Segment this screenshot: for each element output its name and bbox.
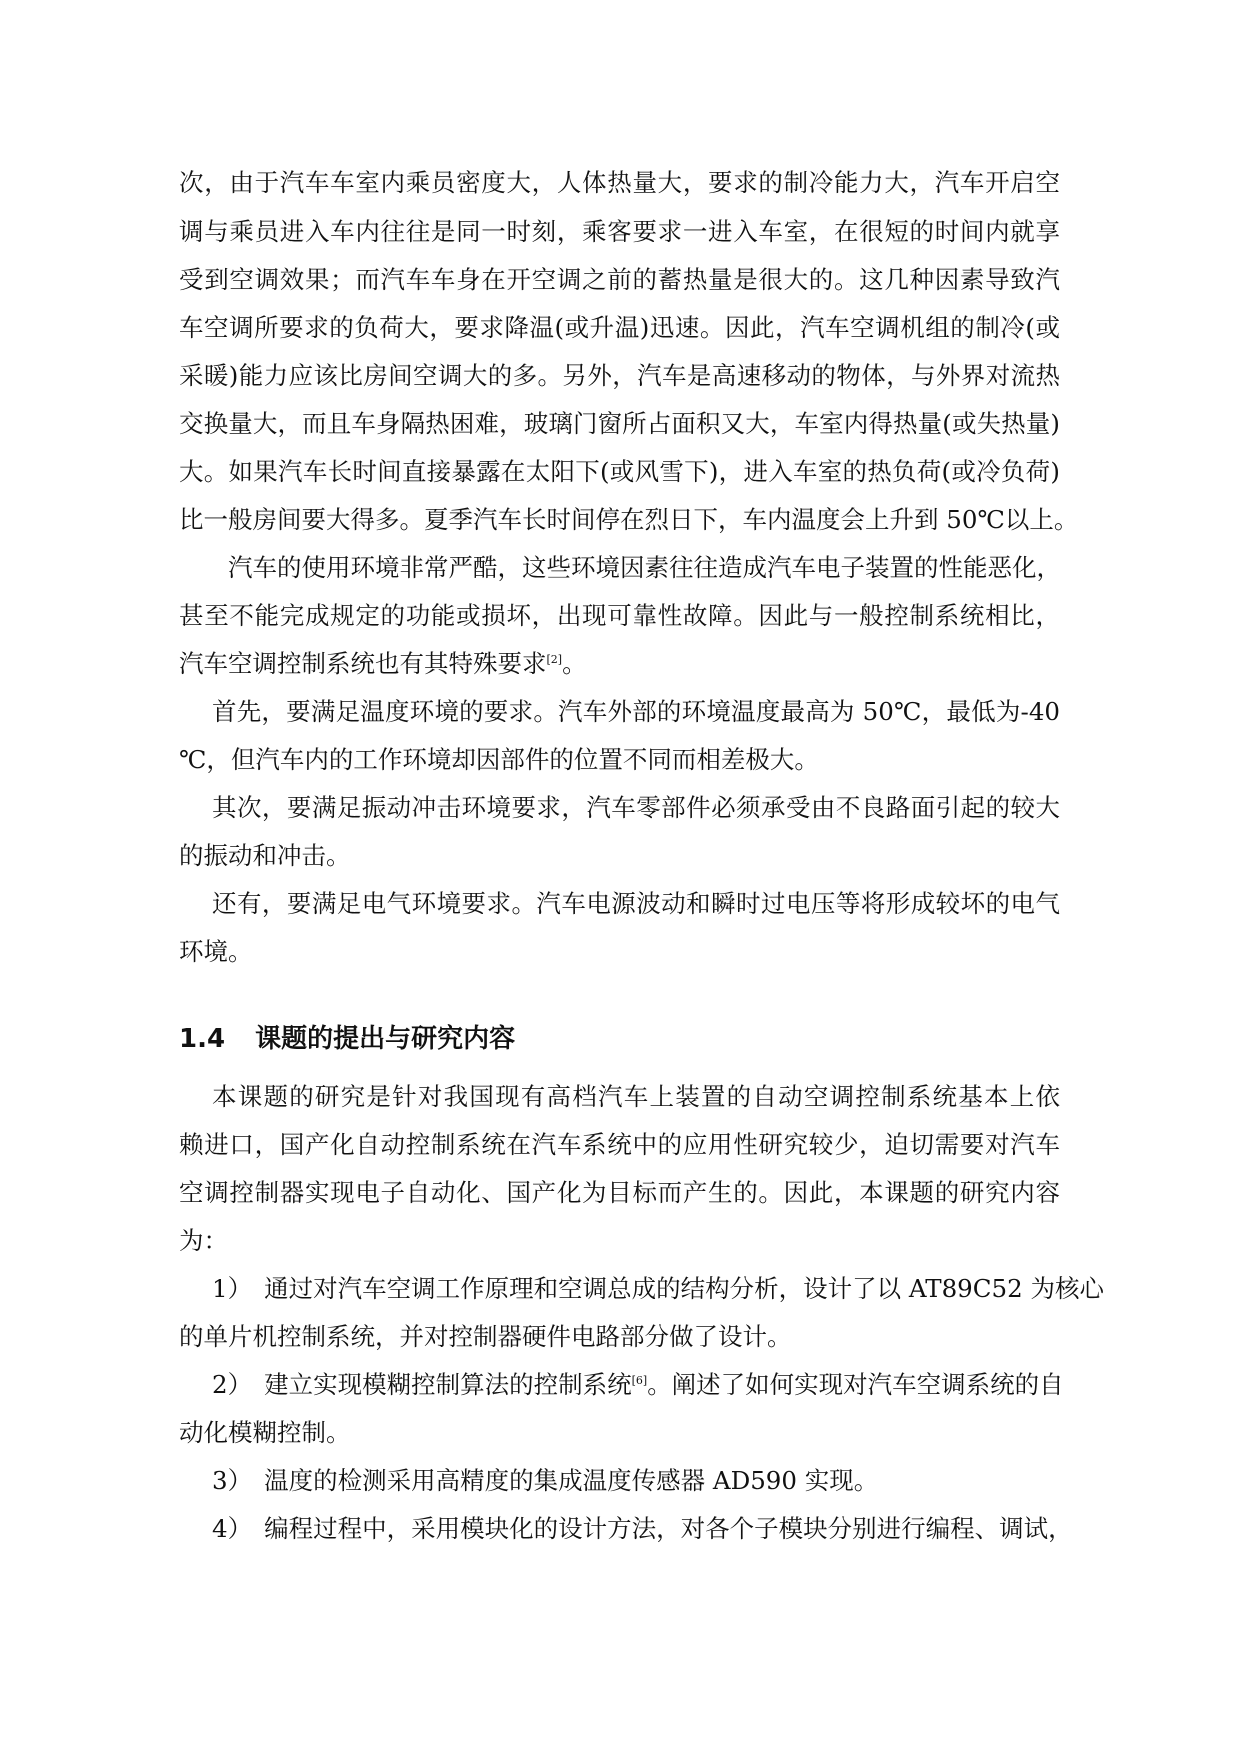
list-item-continuation: 的单片机控制系统，并对控制器硬件电路部分做了设计。	[179, 1322, 792, 1351]
list-item	[212, 1461, 1060, 1501]
list-text: 编程过程中，采用模块化的设计方法，对各个子模块分别进行编程、调试，	[264, 1514, 1073, 1543]
list-item-continuation: 动化模糊控制。	[179, 1418, 351, 1447]
paragraph-line: 采暖)能力应该比房间空调大的多。另外，汽车是高速移动的物体，与外界对流热	[179, 361, 1060, 390]
list-item	[212, 1365, 1064, 1405]
paragraph-line: 次，由于汽车车室内乘员密度大，人体热量大，要求的制冷能力大，汽车开启空	[179, 168, 1060, 197]
paragraph-line: 空调控制器实现电子自动化、国产化为目标而产生的。因此，本课题的研究内容	[179, 1178, 1060, 1207]
paragraph-line: 的振动和冲击。	[179, 841, 351, 870]
paragraph-line: 汽车的使用环境非常严酷，这些环境因素往往造成汽车电子装置的性能恶化，	[228, 553, 1061, 582]
section-title: 课题的提出与研究内容	[255, 1024, 516, 1054]
paragraph-line: 首先，要满足温度环境的要求。汽车外部的环境温度最高为 50℃，最低为-40	[212, 697, 1060, 726]
list-item	[212, 1509, 1073, 1549]
paragraph-line: 调与乘员进入车内往往是同一时刻，乘客要求一进入车室，在很短的时间内就享	[179, 217, 1060, 246]
citation-ref: [2]	[546, 653, 563, 666]
paragraph-line: 其次，要满足振动冲击环境要求，汽车零部件必须承受由不良路面引起的较大	[212, 793, 1060, 822]
paragraph-line: 环境。	[179, 937, 253, 966]
list-number: 1）	[212, 1274, 253, 1303]
list-number: 2）	[212, 1370, 253, 1399]
paragraph-line	[179, 644, 1060, 684]
section-number: 1.4	[179, 1024, 226, 1054]
list-number: 3）	[212, 1466, 253, 1495]
list-text: 通过对汽车空调工作原理和空调总成的结构分析，设计了以 AT89C52 为核心	[264, 1274, 1104, 1303]
paragraph-line: 受到空调效果；而汽车车身在开空调之前的蓄热量是很大的。这几种因素导致汽	[179, 265, 1060, 294]
list-text: 。阐述了如何实现对汽车空调系统的自	[647, 1370, 1064, 1399]
paragraph-line: 甚至不能完成规定的功能或损坏，出现可靠性故障。因此与一般控制系统相比，	[179, 601, 1060, 630]
paragraph-line: 比一般房间要大得多。夏季汽车长时间停在烈日下，车内温度会上升到 50℃以上。	[179, 505, 1079, 534]
list-text: 温度的检测采用高精度的集成温度传感器 AD590 实现。	[264, 1466, 879, 1495]
citation-ref: [6]	[631, 1374, 648, 1387]
paragraph-line: 还有，要满足电气环境要求。汽车电源波动和瞬时过电压等将形成较坏的电气	[212, 889, 1060, 918]
paragraph-line: 赖进口，国产化自动控制系统在汽车系统中的应用性研究较少，迫切需要对汽车	[179, 1130, 1060, 1159]
section-heading	[179, 1017, 515, 1061]
paragraph-line: 车空调所要求的负荷大，要求降温(或升温)迅速。因此，汽车空调机组的制冷(或	[179, 313, 1060, 342]
paragraph-text: 汽车空调控制系统也有其特殊要求	[179, 649, 547, 678]
paragraph-line: 为：	[179, 1226, 228, 1255]
paragraph-text: 。	[562, 649, 587, 678]
list-item	[212, 1269, 1104, 1309]
paragraph-line: 交换量大，而且车身隔热困难，玻璃门窗所占面积又大，车室内得热量(或失热量)	[179, 409, 1060, 438]
paragraph-line: ℃，但汽车内的工作环境却因部件的位置不同而相差极大。	[179, 745, 819, 774]
list-number: 4）	[212, 1514, 253, 1543]
list-text: 建立实现模糊控制算法的控制系统	[264, 1370, 632, 1399]
paragraph-line: 大。如果汽车长时间直接暴露在太阳下(或风雪下)，进入车室的热负荷(或冷负荷)	[179, 457, 1060, 486]
paragraph-line: 本课题的研究是针对我国现有高档汽车上装置的自动空调控制系统基本上依	[212, 1082, 1060, 1111]
